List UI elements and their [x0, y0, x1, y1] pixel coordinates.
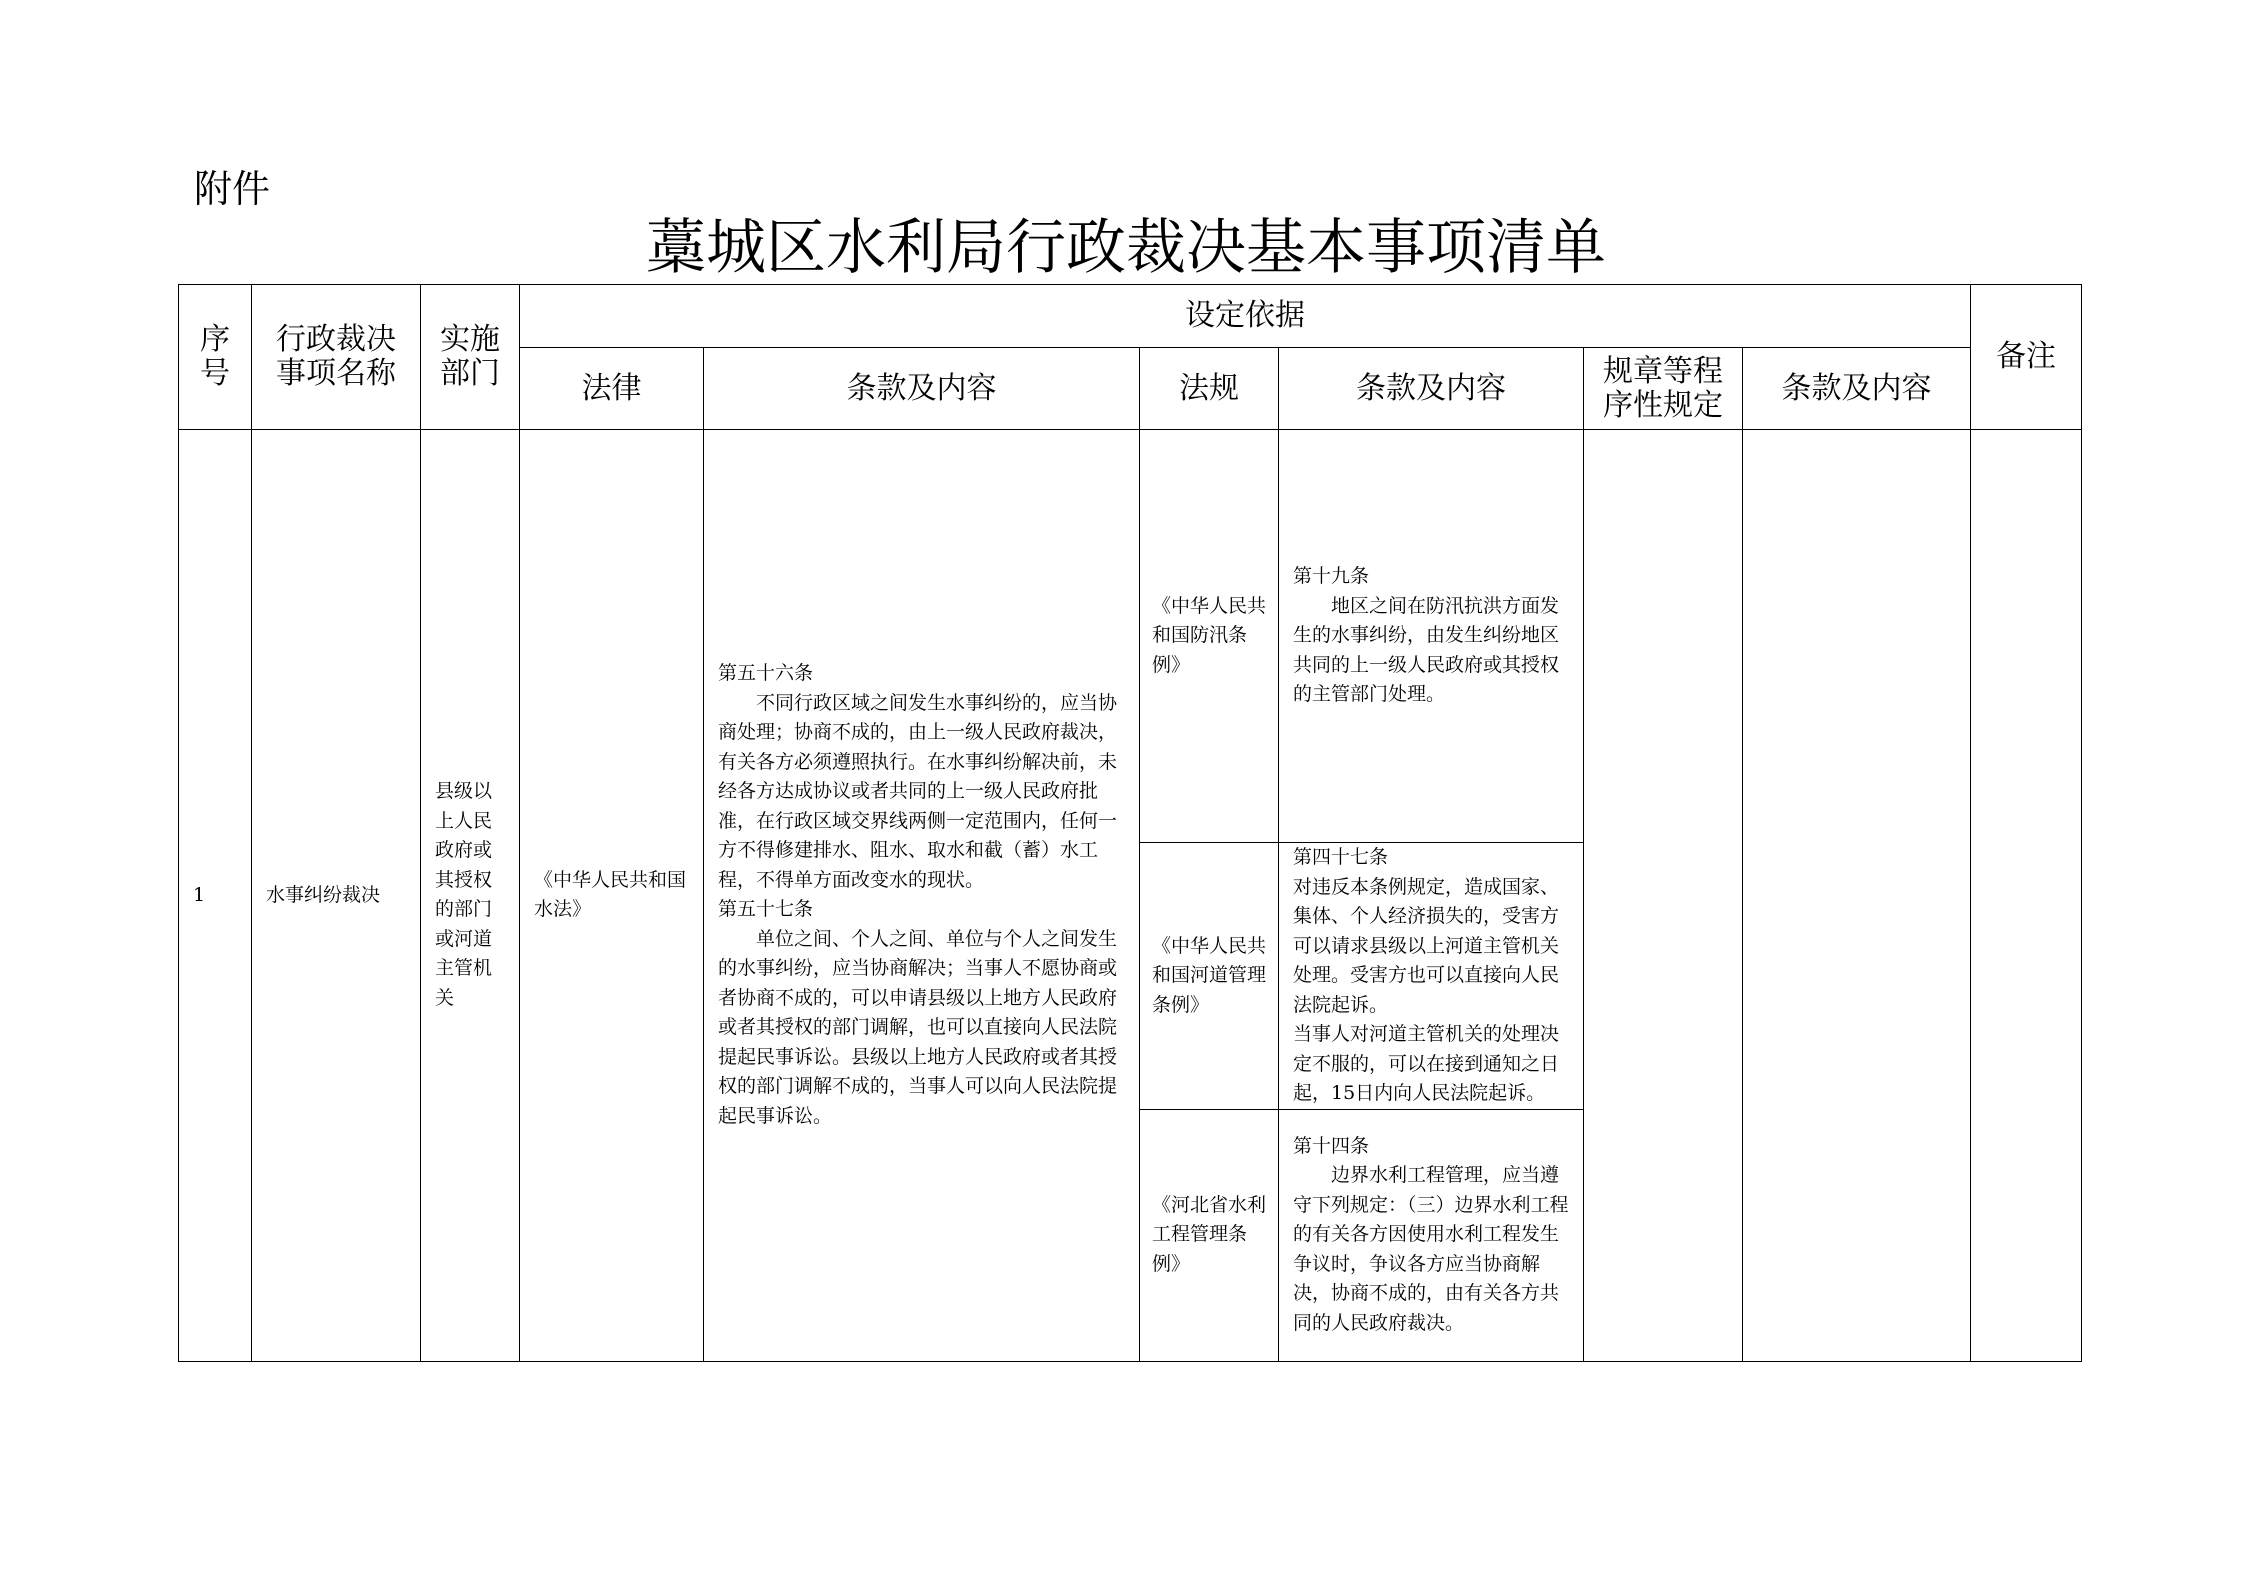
header-name-line1: 行政裁决 — [276, 322, 396, 357]
header-dept-line2: 部门 — [440, 356, 500, 391]
law-article-body: 单位之间、个人之间、单位与个人之间发生的水事纠纷，应当协商解决；当事人不愿协商或者协商不成的，可以申请县级以上地方人民政府或者其授权的部门调解，也可以直接向人民法院提起民事诉讼。县级以上地方人民政府或者其授权的部门调解不成的，当事人可以向人民法院提起民事诉讼。 — [718, 927, 1118, 1127]
header-item-name — [252, 285, 421, 430]
table-row — [179, 430, 2082, 843]
row-remarks — [1971, 430, 2082, 1362]
regulation-name: 《中华人民共和国防汛条例》 — [1140, 430, 1279, 843]
row-rules-content — [1743, 430, 1971, 1362]
header-rules-line1: 规章等程 — [1603, 353, 1723, 389]
row-rules — [1584, 430, 1743, 1362]
law-article-title: 第五十六条 — [718, 662, 814, 685]
regulation-article-body: 地区之间在防汛抗洪方面发生的水事纠纷，由发生纠纷地区共同的上一级人民政府或其授权的主管部门处理。 — [1293, 594, 1560, 706]
regulation-content — [1279, 1109, 1584, 1361]
regulation-name: 《河北省水利工程管理条例》 — [1140, 1109, 1279, 1361]
row-dept: 县级以 上人民 政府或 其授权 的部门 或河道 主管机 关 — [421, 430, 520, 1362]
header-basis: 设定依据 — [520, 285, 1971, 348]
row-item-name: 水事纠纷裁决 — [252, 430, 421, 1362]
header-seq-line1: 序 — [200, 322, 230, 357]
attachment-label: 附件 — [194, 167, 271, 211]
items-table — [178, 284, 2082, 1362]
header-dept-line1: 实施 — [440, 322, 500, 357]
law-article-body: 不同行政区域之间发生水事纠纷的，应当协商处理；协商不成的，由上一级人民政府裁决，有关各方必须遵照执行。在水事纠纷解决前，未经各方达成协议或者共同的上一级人民政府批准，在行政区域交界线两侧一定范围内，任何一方不得修建排水、阻水、取水和截（蓄）水工程，不得单方面改变水的现状。 — [718, 691, 1118, 891]
regulation-content — [1279, 430, 1584, 843]
header-remarks: 备注 — [1971, 285, 2082, 430]
row-law-content — [704, 430, 1140, 1362]
header-law: 法律 — [520, 348, 704, 430]
row-law: 《中华人民共和国水法》 — [520, 430, 704, 1362]
header-name-line2: 事项名称 — [276, 356, 396, 391]
header-rules-content: 条款及内容 — [1743, 348, 1971, 430]
header-rules-line2: 序性规定 — [1603, 387, 1723, 423]
regulation-article-title: 第十四条 — [1293, 1134, 1370, 1157]
header-seq-line2: 号 — [200, 356, 230, 391]
page-title: 藁城区水利局行政裁决基本事项清单 — [646, 213, 1606, 283]
row-seq: 1 — [179, 430, 252, 1362]
regulation-name: 《中华人民共和国河道管理条例》 — [1140, 843, 1279, 1110]
regulation-article-body: 边界水利工程管理，应当遵守下列规定：（三）边界水利工程的有关各方因使用水利工程发生争议时，争议各方应当协商解决，协商不成的，由有关各方共同的人民政府裁决。 — [1293, 1164, 1569, 1334]
header-seq — [179, 285, 252, 430]
regulation-article-body-2: 当事人对河道主管机关的处理决定不服的，可以在接到通知之日起，15日内向人民法院起诉。 — [1293, 1023, 1560, 1104]
law-article-title: 第五十七条 — [718, 898, 814, 921]
regulation-article-body: 对违反本条例规定，造成国家、集体、个人经济损失的，受害方可以请求县级以上河道主管机关处理。受害方也可以直接向人民法院起诉。 — [1293, 875, 1560, 1016]
header-regulation: 法规 — [1140, 348, 1279, 430]
regulation-content — [1279, 843, 1584, 1110]
header-rules — [1584, 348, 1743, 430]
regulation-article-title: 第十九条 — [1293, 565, 1370, 588]
header-law-content: 条款及内容 — [704, 348, 1140, 430]
header-regulation-content: 条款及内容 — [1279, 348, 1584, 430]
header-dept — [421, 285, 520, 430]
regulation-article-title: 第四十七条 — [1293, 846, 1389, 868]
